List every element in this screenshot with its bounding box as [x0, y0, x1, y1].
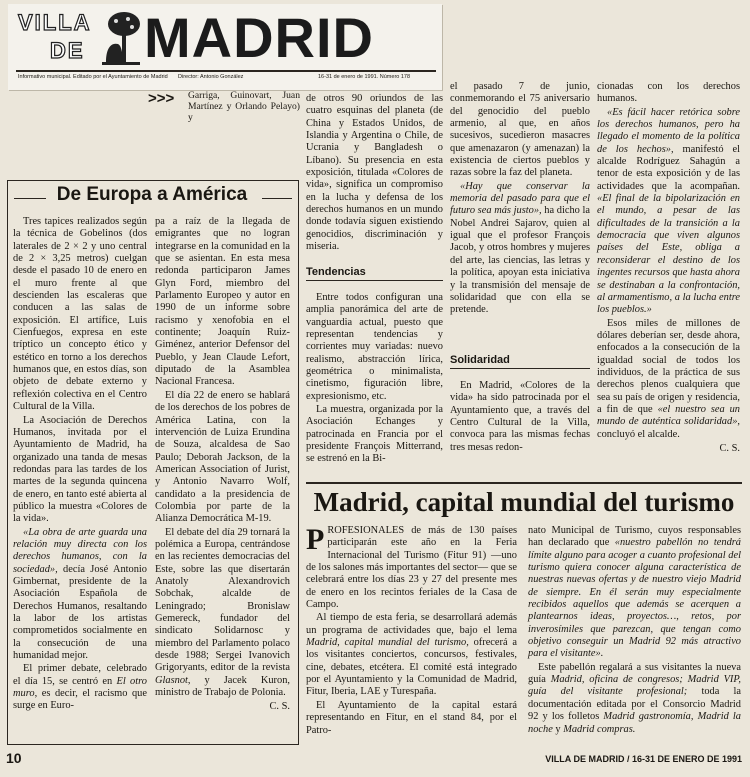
subhead-solidaridad: Solidaridad	[450, 354, 510, 366]
paragraph: El debate del día 29 tornará la polémica a Europa, centrándose en las recientes democracias del Este, sobre las que disertarán Anatoly Alexandrovich Sobchak, alcalde de Leningrado; Bronislaw Gemereck, fundador del sindicato Solidarnosc y miembro del Parlamento polaco desde 1988; Sergei Ivanovich Grigoryants, editor de la revista Glasnot, y Jacek Kuron, ministro de Trabajo de Polonia.	[155, 526, 290, 699]
paragraph: El Ayuntamiento de la capital estará representando en Fitur, en el stand 84, por el Patro-	[306, 699, 517, 736]
paragraph: Entre todos configuran una amplia panorámica del arte de vanguardia actual, puesto que representan tendencias y corrientes muy variadas: nuevo realismo, abstracción lírica, geométrica o minimalista, cinetismo, figuración libre, expresionismo, etc.	[306, 292, 443, 402]
signature: C. S.	[269, 701, 290, 713]
masthead-director: Director: Antonio González	[178, 74, 244, 80]
turismo-col-2	[528, 525, 741, 737]
paragraph: pa a raíz de la llegada de emigrantes que no logran integrarse en la comunidad en la que se asientan. En esta mesa redonda participaron James Glyn Ford, miembro del Parlamento Europeo y autor en 1990 de un informe sobre racismo y xenofobia en el continente; Joaquín Ruiz-Giménez, anterior Defensor del Pueblo, y Jean Claude Lefort, diputado de la Asamblea Nacional Francesa.	[155, 216, 290, 388]
page-number: 10	[6, 750, 22, 766]
paragraph: En Madrid, «Colores de la vida» ha sido patrocinada por el Ayuntamiento que, a través del Centro Cultural de la Villa, convoca para las mismas fechas tres mesas redon-	[450, 380, 590, 453]
continuation-caption: Garriga, Guinovart, Juan Martínez y Orlando Pelayo) y	[188, 90, 300, 123]
paragraph: El primer debate, celebrado el día 15, se centró en El otro muro, es decir, el racismo que surge en Euro-	[13, 663, 147, 712]
paragraph: «La obra de arte guarda una relación muy directa con los derechos humanos, con la sociedad», decía José Antonio Gimbernat, presidente de la Asociación Española de Derechos Humanos, resaltando la labor de los artistas comprometidos socialmente en la consecución de una humanidad mejor.	[13, 526, 147, 662]
paragraph: «Hay que conservar la memoria del pasado para que el futuro sea más justo», ha dicho la Nobel Andrei Sajarov, quien al igual que el profesor François Jacob, y otros hombres y mujeres del arte, las ciencias, las letras y la política, apoyan esta iniciativa y la transmisión del mensaje de solidaridad que con ella se pretende.	[450, 180, 590, 316]
europa-col-1	[13, 216, 147, 714]
masthead-madrid: MADRID	[144, 6, 374, 69]
paragraph: de otros 90 oriundos de las cuatro esquinas del planeta (de China y Estados Unidos, de Islandia y Argentina o Chile, de Ucrania y Bangladesh o Líbano). Su presencia en esta exposición, titulada «Colores de vida», significa un compromiso en la lucha y defensa de los derechos humanos en un mundo donde todavía siguen existiendo genocidios, discriminación y miseria.	[306, 93, 443, 253]
paragraph: «Es fácil hacer retórica sobre los derechos humanos, pero ha llegado el momento de la política de los hechos», manifestó el alcalde Rodríguez Sahagún a tenor de esta exposición y de las actividades que la acompañan. «El final de la bipolarización en el mundo, a pesar de las dificultades de la transición a la democracia que viven algunos países del Este, obliga a reconsiderar el destino de los ingentes recursos que hasta ahora se destinaban a la confrontación, al armamentismo, a la lucha entre los pueblos.»	[597, 106, 741, 316]
pointer-arrows: >>>	[148, 90, 175, 107]
paragraph: Esos miles de millones de dólares deberían ser, desde ahora, enfocados a la consecución de la igualdad social de todos los individuos, de la práctica de sus derechos plenos cualquiera que sea su país de origen y residencia, a fin de que «el nuestro sea un mundo de auténtica solidaridad», concluyó el alcalde.	[597, 317, 741, 440]
article-top-col-3a	[306, 93, 443, 254]
europa-title: De Europa a América	[56, 184, 248, 205]
bear-tree-logo-icon	[100, 10, 144, 66]
paragraph: La Asociación de Derechos Humanos, invitada por el Ayuntamiento de Madrid, ha organizado una tanda de mesas redondas para las tardes de los martes de la segunda quincena de enero, en tanto esté abierta al público la muestra «Colores de la vida».	[13, 414, 147, 525]
subhead-tendencias: Tendencias	[306, 266, 366, 278]
turismo-title: Madrid, capital mundial del turismo	[313, 487, 735, 517]
paragraph: nato Municipal de Turismo, cuyos responsables han declarado que «nuestro pabellón no tendrá límite alguno para acoger a cuanto profesional del turismo quiera conocer alguna característica de nuestras nuevas ofertas y de nuestro viejo Madrid de siempre. En él serán muy especialmente recibidos aquellos que además se acerquen a plantearnos ideas, proyectos…, retos, por inverosímiles que parezcan, que tengan como objetivo conseguir un Madrid 92 más atractivo para el visitante».	[528, 525, 741, 660]
europa-col-2	[155, 216, 290, 715]
article-top-col-3b	[306, 292, 443, 467]
paragraph: PROFESIONALES de más de 130 países participarán este año en la Feria Internacional del Turismo (Fitur 91) —uno de los salones más importantes del sector— que se celebrará entre los días 23 y 27 del presente mes de enero en los recintos feriales de la Casa de Campo.	[306, 523, 517, 611]
masthead-info: Informativo municipal. Editado por el Ayuntamiento de Madrid	[18, 74, 168, 80]
signature: C. S.	[719, 442, 740, 454]
masthead-de: DE	[50, 38, 85, 63]
paragraph: el pasado 7 de junio, conmemorando el 75 aniversario del genocidio del pueblo armenio, al que, en años sucesivos, sucedieron masacres que amenazaron (y amenazan) la existencia de ciertos pueblos y razas sobre la faz del planeta.	[450, 81, 590, 179]
footer-issue: VILLA DE MADRID / 16-31 DE ENERO DE 1991	[545, 754, 742, 764]
paragraph: Tres tapices realizados según la técnica de Gobelinos (dos laterales de 2 × 2 y uno central de 2 × 3,25 metros) cuelgan desde el pasado 10 de enero en el muro frente al que descienden las escaleras que conducen a las salas de exposición. El artífice, Luis Cienfuegos, expresa en este tríptico un concepto ético y estético en torno a los derechos humanos que, en estos días, son objeto de debate externo y reflexión colectiva en el Centro Cultural de la Villa.	[13, 216, 147, 413]
article-top-col-5	[597, 81, 740, 456]
paragraph: Este pabellón regalará a sus visitantes la nueva guía Madrid, oficina de congresos; Madrid VIP, guía del visitante profesional; toda la documentación editada por el Consorcio Madrid 92 y los folletos Madrid gastronomía, Madrid la noche y Madrid compras.	[528, 661, 741, 735]
masthead-dates: 16-31 de enero de 1991. Número 178	[318, 74, 411, 80]
article-top-col-4	[450, 81, 590, 318]
masthead	[8, 4, 442, 90]
masthead-villa: VILLA	[18, 10, 92, 35]
paragraph: El día 22 de enero se hablará de los derechos de los pobres de América Latina, con la intervención de Luiza Erundina de Souza, alcaldesa de Sao Paulo; Deborah Jackson, de la American Association of Jurist, y Antonio Navarro Wolf, candidato a la presidencia de Colombia por parte de la Alianza Democrática M-19.	[155, 389, 290, 525]
paragraph: cionadas con los derechos humanos.	[597, 81, 740, 105]
article-top-col-4c	[450, 380, 590, 455]
turismo-col-1	[306, 525, 517, 738]
paragraph: La muestra, organizada por la Asociación Echanges y patrocinada en Francia por el presidente François Mitterrand, se estrenó en la Bi-	[306, 404, 443, 465]
paragraph: Al tiempo de esta feria, se desarrollará además un programa de actividades que, bajo el lema Madrid, capital mundial del turismo, ofrecerá a los visitantes conciertos, concursos, festivales, cine, debates, etcétera. El comité está integrado por el Ayuntamiento y la Comunidad de Madrid, Fitur, Iberia, LAE y Turespaña.	[306, 612, 517, 698]
